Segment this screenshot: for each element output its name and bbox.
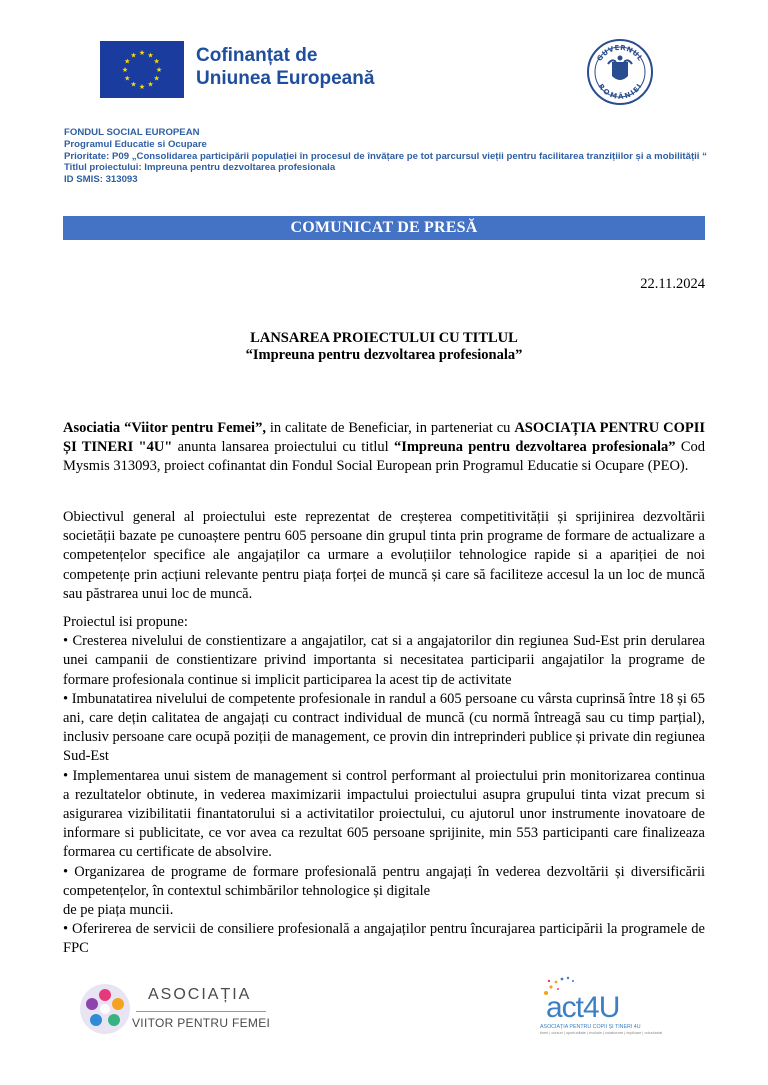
- press-release-banner: COMUNICAT DE PRESĂ: [63, 216, 705, 240]
- document-heading: [63, 330, 705, 364]
- romanian-government-logo: [586, 38, 654, 106]
- act4u-tagline: ASOCIAȚIA PENTRU COPII ȘI TINERI 4U: [540, 1024, 641, 1030]
- partner-org: ASOCIAȚIA PENTRU COPII ȘI TINERI "4U": [63, 420, 705, 456]
- gov-logo-text-top: GUVERNUL: [595, 43, 645, 63]
- project-title: Titlul proiectului: Impreuna pentru dezvoltarea profesionala: [64, 162, 336, 174]
- objective-paragraph: Obiectivul general al proiectului este reprezentat de creșterea competitivității și sprijinirea dezvoltării societății bazate pe cunoaștere pentru 605 persoane din grupul tinta prin programe de formare de actualizare a competențelor specifice ale angajaților ca urmare a evoluțiilor tehnologice rapide si a apariției de noi competențe prin acțiuni relevante pentru piața forței de muncă și care să faciliteze accesul la un loc de muncă sau păstrarea unui loc de muncă.: [63, 509, 705, 602]
- goals-list: [63, 613, 705, 959]
- heading-line2: “Impreuna pentru dezvoltarea profesionala”: [245, 347, 523, 363]
- svg-text:★: ★: [153, 57, 160, 66]
- eu-cofinance-label: [196, 44, 374, 90]
- intro-part3: Cod Mysmis 313093, proiect cofinantat din Fondul Social European prin Programul Educatie si Ocupare (PEO).: [63, 439, 705, 475]
- project-info: [64, 127, 714, 186]
- goals-intro: Proiectul isi propune:: [63, 614, 188, 630]
- avf-divider: [136, 1011, 266, 1012]
- goal-item: • Implementarea unui sistem de management si control performant al proiectului prin monitorizarea continua a rezultatelor obtinute, in vederea maximizarii impactului proiectului asupra grupului tinta vizat precum si asigurarea vizibilitatii finantatorului si a activitatilor proiectului, cu ajutorul unor instrumente inovatoare de informare si publicitate, ce vor avea ca rezultat 605 persoane sprijinite, min 553 participanti care finalizeaza formarea cu certificate de absolvire.: [63, 767, 705, 861]
- fund-name: FONDUL SOCIAL EUROPEAN: [64, 127, 200, 138]
- press-date: 22.11.2024: [640, 276, 705, 292]
- eu-flag-icon: [100, 41, 184, 98]
- act4u-subline: tineri | cursuri | oportunitate | evoluție | colaborare | implicare | voluntariat: [540, 1031, 662, 1035]
- svg-text:★: ★: [130, 51, 137, 60]
- heading-line1: LANSAREA PROIECTULUI CU TITLUL: [250, 330, 518, 346]
- project-name: “Impreuna pentru dezvoltarea profesionala”: [393, 439, 676, 456]
- act4u-logo: [540, 975, 665, 1040]
- goal-item: • Imbunatatirea nivelului de competente profesionale in randul a 605 persoane cu vârsta cuprinsă între 18 și 65 ani, care dețin calitatea de angajați cu contract individual de muncă (cu normă întreagă sau cu timp parțial), inclusiv persoane care ocupă poziții de management, ce provin din intreprinderi publice și private din regiunea Sud-Est: [63, 690, 705, 765]
- eu-cofinance-line2: Uniunea Europeană: [196, 68, 375, 89]
- goal-item: • Organizarea de programe de formare profesională pentru angajați în vederea dezvoltării și diversificării competențelor, în contextul schimbărilor tehnologice și digitale: [63, 863, 705, 899]
- goal-item: • Oferirerea de servicii de consiliere profesională a angajaților pentru încurajarea participării la programele de FPC: [63, 921, 705, 957]
- svg-text:★: ★: [138, 83, 146, 91]
- intro-paragraph: [63, 419, 705, 477]
- svg-text:★: ★: [121, 66, 129, 74]
- svg-text:★: ★: [124, 57, 131, 66]
- priority-text: Prioritate: P09 „Consolidarea participării populației în procesul de învățare pe tot parcursul vieții pentru facilitarea tranzițiilor și a mobilității “: [64, 150, 707, 162]
- svg-text:★: ★: [124, 74, 131, 83]
- program-name: Programul Educatie si Ocupare: [64, 138, 207, 150]
- avf-name-line2: VIITOR PENTRU FEMEI: [132, 1016, 271, 1030]
- svg-text:★: ★: [130, 80, 137, 89]
- svg-text:★: ★: [138, 49, 146, 57]
- svg-text:★: ★: [147, 51, 154, 60]
- avf-emblem-icon: [78, 982, 132, 1036]
- intro-part1: in calitate de Beneficiar, in parteneriat cu: [265, 420, 515, 436]
- beneficiary-org: Asociatia “Viitor pentru Femei”,: [63, 420, 266, 436]
- svg-text:★: ★: [153, 74, 160, 83]
- act4u-wordmark: act4U: [546, 991, 620, 1024]
- smis-id: ID SMIS: 313093: [64, 174, 138, 186]
- eu-cofinance-line1: Cofinanțat de: [196, 45, 318, 66]
- svg-text:★: ★: [155, 66, 163, 74]
- avf-logo: [78, 980, 278, 1040]
- goal-item-continuation: de pe piața muncii.: [63, 902, 174, 919]
- gov-logo-text-bottom: ROMÂNIEI: [596, 82, 644, 101]
- avf-name-line1: ASOCIAȚIA: [148, 986, 252, 1003]
- svg-text:★: ★: [147, 80, 154, 89]
- goal-item: • Cresterea nivelului de constientizare a angajatilor, cat si a angajatorilor din regiunea Sud-Est prin derularea unei campanii de constientizare privind importanta si necesitatea participarii angajatilor la programe de formare profesionala continue si implicit participarea la acest tip de activitate: [63, 633, 705, 688]
- intro-part2: anunta lansarea proiectului cu titlul: [172, 439, 394, 456]
